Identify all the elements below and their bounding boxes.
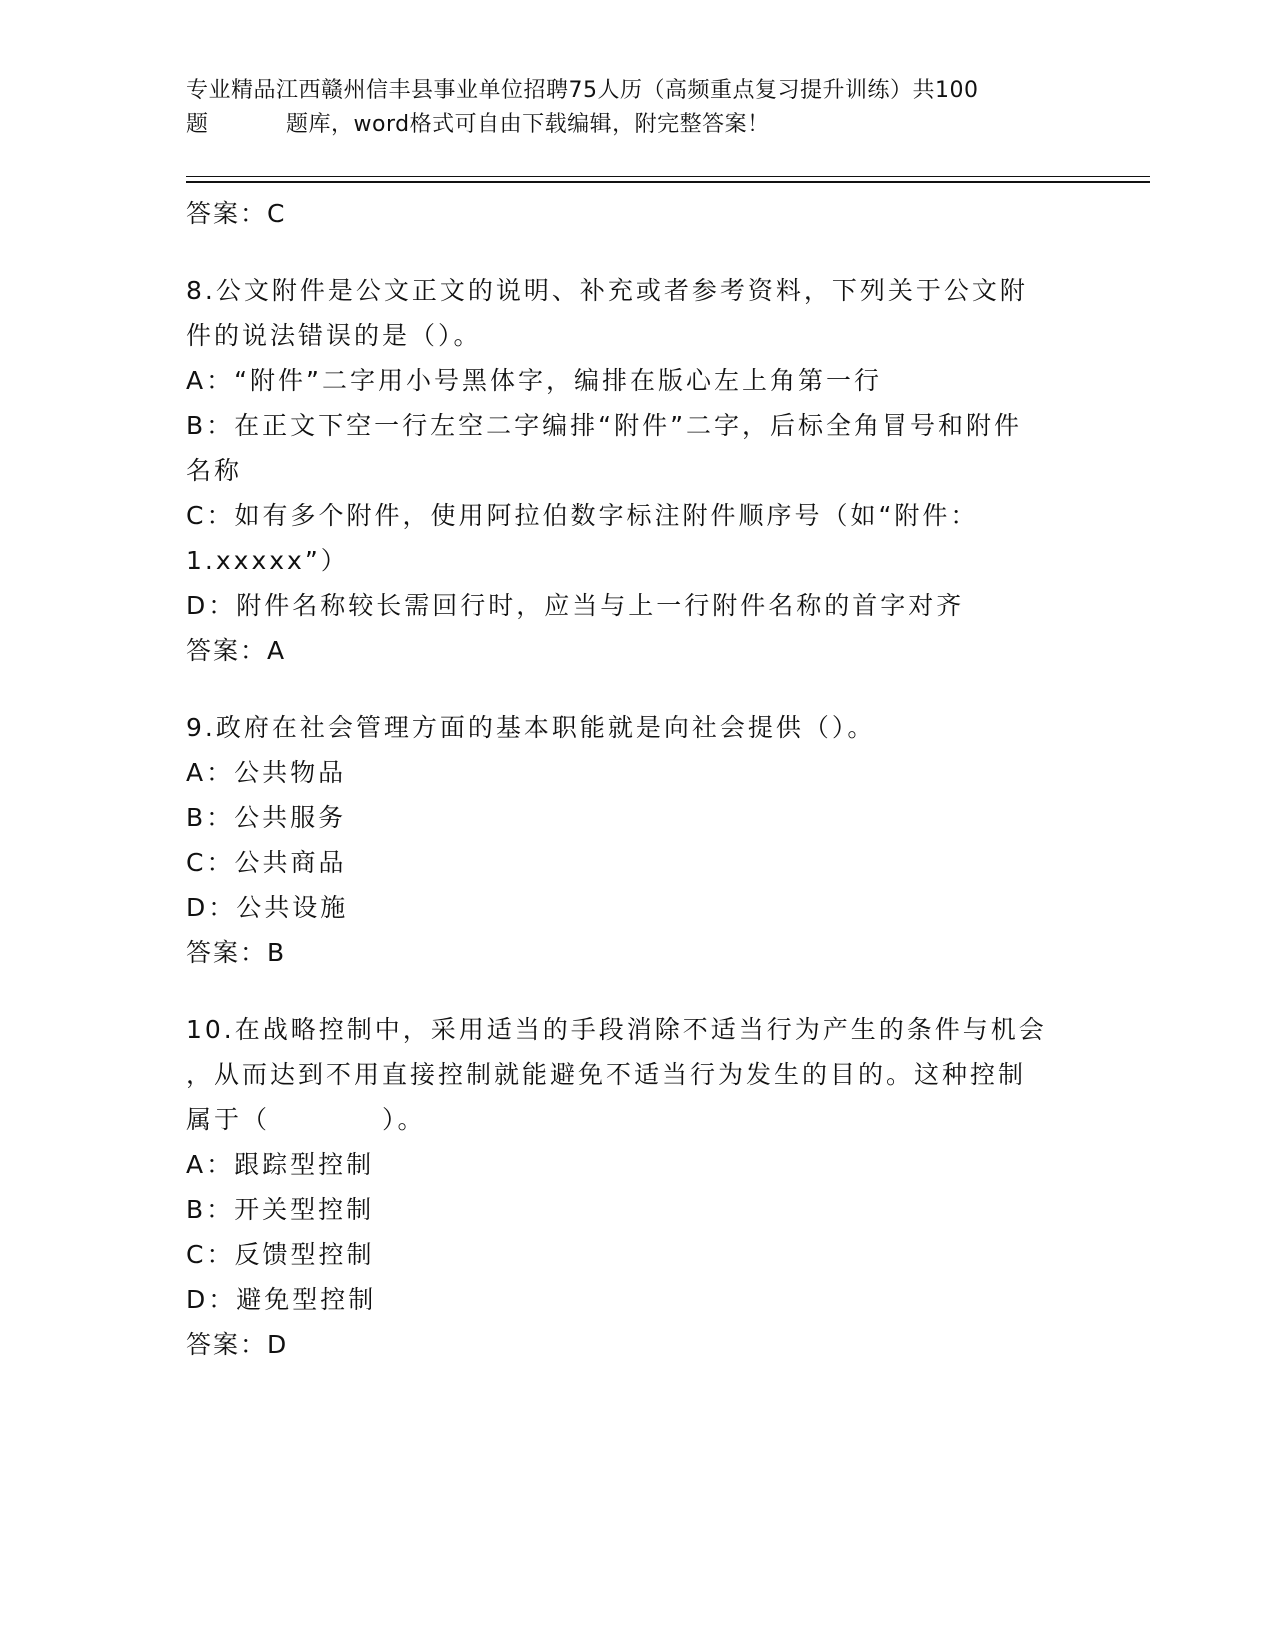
option-a: A：公共物品: [186, 758, 347, 787]
question-text: 属于（ ）。: [186, 1105, 426, 1134]
question-10: [186, 1008, 1086, 1368]
option-c: C：如有多个附件，使用阿拉伯数字标注附件顺序号（如“附件：: [186, 501, 979, 530]
question-text: 件的说法错误的是（）。: [186, 321, 482, 350]
option-d: D：附件名称较长需回行时，应当与上一行附件名称的首字对齐: [186, 591, 965, 620]
question-8: [186, 269, 1086, 674]
answer: 答案：B: [186, 938, 287, 967]
option-c-cont: 1.xxxxx”）: [186, 546, 349, 575]
option-a: A：跟踪型控制: [186, 1150, 375, 1179]
option-a: A：“附件”二字用小号黑体字，编排在版心左上角第一行: [186, 366, 883, 395]
header-title-line2: [186, 108, 1086, 142]
question-9: [186, 706, 1086, 976]
option-b: B：开关型控制: [186, 1195, 375, 1224]
question-text: ，从而达到不用直接控制就能避免不适当行为发生的目的。这种控制: [186, 1060, 1027, 1089]
question-content: [186, 192, 1086, 1368]
header-divider-thick: [186, 181, 1150, 183]
question-text: 10.在战略控制中，采用适当的手段消除不适当行为产生的条件与机会: [186, 1015, 1047, 1044]
option-d: D：避免型控制: [186, 1285, 377, 1314]
option-c: C：反馈型控制: [186, 1240, 375, 1269]
answer-previous: 答案：C: [186, 199, 287, 228]
question-text: 8.公文附件是公文正文的说明、补充或者参考资料，下列关于公文附: [186, 276, 1028, 305]
header-divider-thin: [186, 176, 1150, 177]
option-d: D：公共设施: [186, 893, 349, 922]
answer: 答案：D: [186, 1330, 289, 1359]
option-c: C：公共商品: [186, 848, 347, 877]
question-text: 9.政府在社会管理方面的基本职能就是向社会提供（）。: [186, 713, 876, 742]
option-b-cont: 名称: [186, 456, 243, 485]
answer: 答案：A: [186, 636, 287, 665]
page-header: [186, 74, 1086, 142]
header-title-line2-right: 题库，word格式可自由下载编辑，附完整答案！: [286, 112, 770, 137]
header-title-line1: 专业精品江西赣州信丰县事业单位招聘75人历（高频重点复习提升训练）共100: [186, 78, 979, 103]
header-title-line2-left: 题: [186, 112, 209, 137]
option-b: B：公共服务: [186, 803, 347, 832]
option-b: B：在正文下空一行左空二字编排“附件”二字，后标全角冒号和附件: [186, 411, 1023, 440]
